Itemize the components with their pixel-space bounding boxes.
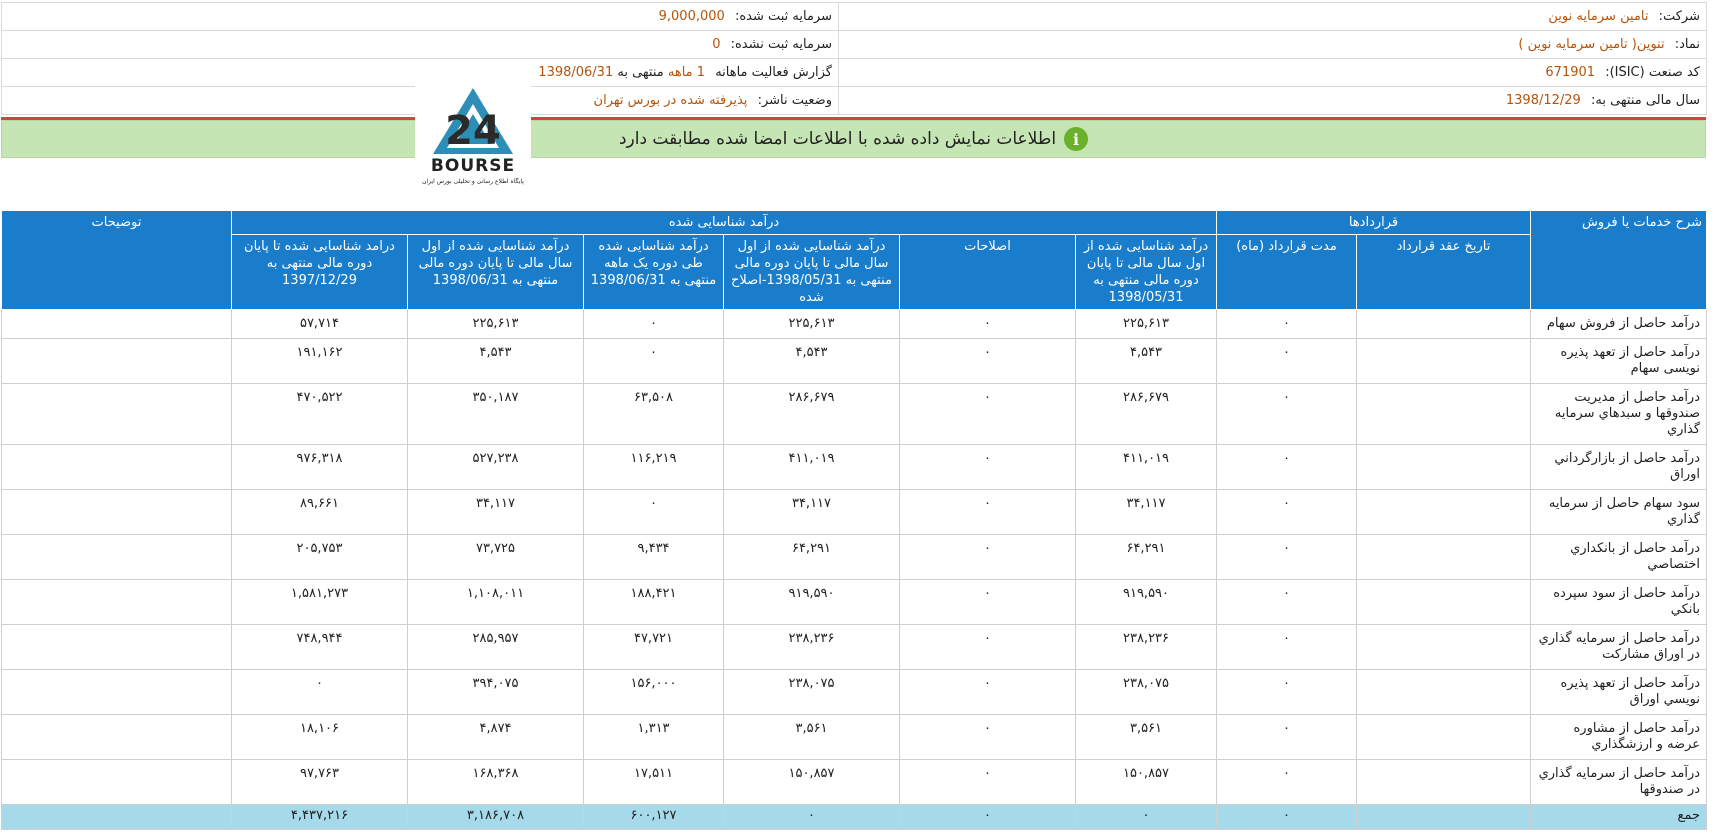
company-value: تامین سرمایه نوین bbox=[1548, 9, 1649, 24]
row-c2: ۹۱۹,۵۹۰ bbox=[724, 580, 900, 625]
row-c5: ۱,۵۸۱,۲۷۳ bbox=[232, 580, 408, 625]
row-adj: ۰ bbox=[900, 384, 1076, 445]
row-c1: ۴,۵۴۳ bbox=[1076, 339, 1217, 384]
header-desc: شرح خدمات یا فروش bbox=[1531, 211, 1707, 310]
publisher-status-value: پذیرفته شده در بورس تهران bbox=[593, 93, 748, 108]
bourse-logo-icon bbox=[415, 82, 531, 188]
row-note bbox=[2, 670, 232, 715]
row-desc: درآمد حاصل از تعهد پذیره نویسی سهام bbox=[1531, 339, 1707, 384]
unregistered-capital-value: 0 bbox=[712, 37, 721, 52]
row-note bbox=[2, 760, 232, 805]
row-note bbox=[2, 625, 232, 670]
row-adj: ۰ bbox=[900, 760, 1076, 805]
row-adj: ۰ bbox=[900, 339, 1076, 384]
row-c1: ۳۴,۱۱۷ bbox=[1076, 490, 1217, 535]
header-revenue-to-971229: درامد شناسایی شده تا پایان دوره مالی منتهی به 1397/12/29 bbox=[232, 235, 408, 310]
row-c5: ۹۷,۷۶۳ bbox=[232, 760, 408, 805]
logo-title: BOURSE bbox=[430, 156, 516, 176]
total-c5: ۴,۴۳۷,۲۱۶ bbox=[232, 805, 408, 830]
registered-capital-value: 9,000,000 bbox=[658, 9, 725, 24]
row-c2: ۲۸۶,۶۷۹ bbox=[724, 384, 900, 445]
info-cell-right bbox=[839, 87, 1707, 115]
logo-subtitle: پایگاه اطلاع رسانی و تحلیلی بورس ایران bbox=[422, 178, 524, 185]
row-c4: ۳۴,۱۱۷ bbox=[408, 490, 584, 535]
row-duration: ۰ bbox=[1217, 310, 1357, 339]
report-date: 1398/06/31 bbox=[538, 65, 614, 80]
row-c5: ۲۰۵,۷۵۳ bbox=[232, 535, 408, 580]
row-c5: ۱۹۱,۱۶۲ bbox=[232, 339, 408, 384]
registered-capital-label: سرمایه ثبت شده: bbox=[734, 9, 832, 24]
row-c4: ۲۸۵,۹۵۷ bbox=[408, 625, 584, 670]
symbol-value: تنوین( تامین سرمایه نوین ) bbox=[1518, 37, 1665, 52]
row-c2: ۴,۵۴۳ bbox=[724, 339, 900, 384]
row-c4: ۳۵۰,۱۸۷ bbox=[408, 384, 584, 445]
table-row bbox=[2, 670, 1707, 715]
row-c4: ۴,۸۷۴ bbox=[408, 715, 584, 760]
row-c2: ۴۱۱,۰۱۹ bbox=[724, 445, 900, 490]
row-c1: ۲۲۵,۶۱۳ bbox=[1076, 310, 1217, 339]
fiscal-year-value: 1398/12/29 bbox=[1505, 93, 1581, 108]
row-desc: درآمد حاصل از سرمايه گذاري در اوراق مشاركت bbox=[1531, 625, 1707, 670]
row-c3: ۱۱۶,۲۱۹ bbox=[584, 445, 724, 490]
row-c4: ۵۲۷,۲۳۸ bbox=[408, 445, 584, 490]
row-desc: درآمد حاصل از سرمايه گذاري در صندوقها bbox=[1531, 760, 1707, 805]
bourse-logo bbox=[415, 82, 531, 188]
header-revenue-to-0531-adjusted: درآمد شناسایی شده از اول سال مالی تا پایان دوره مالی منتهی به 1398/05/31-اصلاح شده bbox=[724, 235, 900, 310]
row-note bbox=[2, 715, 232, 760]
row-c2: ۲۳۸,۲۳۶ bbox=[724, 625, 900, 670]
company-info-table bbox=[1, 2, 1707, 115]
table-row bbox=[2, 384, 1707, 445]
row-adj: ۰ bbox=[900, 445, 1076, 490]
row-desc: درآمد حاصل از سود سپرده بانكي bbox=[1531, 580, 1707, 625]
row-c5: ۵۷,۷۱۴ bbox=[232, 310, 408, 339]
svg-text:24: 24 bbox=[445, 108, 501, 154]
row-date bbox=[1357, 580, 1531, 625]
row-c3: ۱,۳۱۳ bbox=[584, 715, 724, 760]
row-desc: درآمد حاصل از فروش سهام bbox=[1531, 310, 1707, 339]
info-cell-left bbox=[2, 31, 839, 59]
row-c5: ۱۸,۱۰۶ bbox=[232, 715, 408, 760]
row-c4: ۱,۱۰۸,۰۱۱ bbox=[408, 580, 584, 625]
header-adjustments: اصلاحات bbox=[900, 235, 1076, 310]
info-row bbox=[2, 87, 1707, 115]
total-note bbox=[2, 805, 232, 830]
table-row bbox=[2, 625, 1707, 670]
row-date bbox=[1357, 760, 1531, 805]
row-c5: ۹۷۶,۳۱۸ bbox=[232, 445, 408, 490]
header-contracts: قراردادها bbox=[1217, 211, 1531, 235]
row-date bbox=[1357, 670, 1531, 715]
row-adj: ۰ bbox=[900, 310, 1076, 339]
header-contract-date: تاریخ عقد قرارداد bbox=[1357, 235, 1531, 310]
row-duration: ۰ bbox=[1217, 670, 1357, 715]
row-date bbox=[1357, 310, 1531, 339]
row-c5: ۷۴۸,۹۴۴ bbox=[232, 625, 408, 670]
info-row bbox=[2, 59, 1707, 87]
row-adj: ۰ bbox=[900, 490, 1076, 535]
info-icon: i bbox=[1064, 127, 1088, 151]
row-c4: ۳۹۴,۰۷۵ bbox=[408, 670, 584, 715]
row-c4: ۴,۵۴۳ bbox=[408, 339, 584, 384]
total-date bbox=[1357, 805, 1531, 830]
row-c3: ۱۷,۵۱۱ bbox=[584, 760, 724, 805]
row-desc: درآمد حاصل از تعهد پذيره نويسي اوراق bbox=[1531, 670, 1707, 715]
row-date bbox=[1357, 490, 1531, 535]
fiscal-year-label: سال مالی منتهی به: bbox=[1590, 93, 1700, 108]
table-row bbox=[2, 339, 1707, 384]
symbol-label: نماد: bbox=[1674, 37, 1700, 52]
total-duration: ۰ bbox=[1217, 805, 1357, 830]
row-adj: ۰ bbox=[900, 535, 1076, 580]
header-revenue-to-0631: درآمد شناسایی شده از اول سال مالی تا پایان دوره مالی منتهی به 1398/06/31 bbox=[408, 235, 584, 310]
info-row bbox=[2, 31, 1707, 59]
row-duration: ۰ bbox=[1217, 760, 1357, 805]
row-c1: ۱۵۰,۸۵۷ bbox=[1076, 760, 1217, 805]
row-c5: ۸۹,۶۶۱ bbox=[232, 490, 408, 535]
row-adj: ۰ bbox=[900, 715, 1076, 760]
row-c1: ۶۴,۲۹۱ bbox=[1076, 535, 1217, 580]
row-date bbox=[1357, 625, 1531, 670]
row-duration: ۰ bbox=[1217, 445, 1357, 490]
row-c1: ۲۸۶,۶۷۹ bbox=[1076, 384, 1217, 445]
report-label: گزارش فعالیت ماهانه bbox=[715, 65, 832, 80]
info-row bbox=[2, 3, 1707, 31]
row-c5: ۰ bbox=[232, 670, 408, 715]
row-duration: ۰ bbox=[1217, 339, 1357, 384]
row-c4: ۷۳,۷۲۵ bbox=[408, 535, 584, 580]
row-date bbox=[1357, 339, 1531, 384]
row-c1: ۴۱۱,۰۱۹ bbox=[1076, 445, 1217, 490]
total-c3: ۶۰۰,۱۲۷ bbox=[584, 805, 724, 830]
table-row bbox=[2, 445, 1707, 490]
unregistered-capital-label: سرمایه ثبت نشده: bbox=[730, 37, 832, 52]
table-row bbox=[2, 490, 1707, 535]
row-c3: ۰ bbox=[584, 339, 724, 384]
row-c1: ۳,۵۶۱ bbox=[1076, 715, 1217, 760]
info-cell-right bbox=[839, 31, 1707, 59]
header-contract-duration: مدت قرارداد (ماه) bbox=[1217, 235, 1357, 310]
isic-label: کد صنعت (ISIC): bbox=[1605, 65, 1700, 80]
row-c1: ۲۳۸,۲۳۶ bbox=[1076, 625, 1217, 670]
row-date bbox=[1357, 384, 1531, 445]
row-c2: ۱۵۰,۸۵۷ bbox=[724, 760, 900, 805]
total-desc: جمع bbox=[1531, 805, 1707, 830]
row-c4: ۲۲۵,۶۱۳ bbox=[408, 310, 584, 339]
info-cell-right bbox=[839, 59, 1707, 87]
row-c3: ۰ bbox=[584, 310, 724, 339]
row-c4: ۱۶۸,۳۶۸ bbox=[408, 760, 584, 805]
total-c2: ۰ bbox=[724, 805, 900, 830]
isic-value: 671901 bbox=[1545, 65, 1596, 80]
total-adj: ۰ bbox=[900, 805, 1076, 830]
row-c2: ۲۳۸,۰۷۵ bbox=[724, 670, 900, 715]
info-cell-left bbox=[2, 3, 839, 31]
header-revenue-to-0531: درآمد شناسایی شده از اول سال مالی تا پایان دوره مالی منتهی به 1398/05/31 bbox=[1076, 235, 1217, 310]
row-desc: درآمد حاصل از مديريت صندوقها و سبدهاي سرمايه گذاري bbox=[1531, 384, 1707, 445]
row-c1: ۹۱۹,۵۹۰ bbox=[1076, 580, 1217, 625]
row-desc: درآمد حاصل از مشاوره عرضه و ارزشگذاري bbox=[1531, 715, 1707, 760]
row-c2: ۳۴,۱۱۷ bbox=[724, 490, 900, 535]
row-note bbox=[2, 490, 232, 535]
row-desc: سود سهام حاصل از سرمايه گذاري bbox=[1531, 490, 1707, 535]
report-suffix: منتهی به bbox=[617, 65, 664, 80]
total-c4: ۳,۱۸۶,۷۰۸ bbox=[408, 805, 584, 830]
report-period: 1 ماهه bbox=[667, 65, 706, 80]
row-c3: ۶۳,۵۰۸ bbox=[584, 384, 724, 445]
row-note bbox=[2, 445, 232, 490]
table-row bbox=[2, 760, 1707, 805]
row-c3: ۰ bbox=[584, 490, 724, 535]
row-duration: ۰ bbox=[1217, 490, 1357, 535]
row-date bbox=[1357, 715, 1531, 760]
row-c3: ۱۸۸,۴۲۱ bbox=[584, 580, 724, 625]
table-row bbox=[2, 310, 1707, 339]
row-note bbox=[2, 580, 232, 625]
total-row bbox=[2, 805, 1707, 830]
row-duration: ۰ bbox=[1217, 715, 1357, 760]
info-cell-right bbox=[839, 3, 1707, 31]
table-row bbox=[2, 715, 1707, 760]
row-c3: ۹,۴۳۴ bbox=[584, 535, 724, 580]
company-label: شرکت: bbox=[1658, 9, 1700, 24]
publisher-status-label: وضعیت ناشر: bbox=[757, 93, 832, 108]
row-c5: ۴۷۰,۵۲۲ bbox=[232, 384, 408, 445]
row-adj: ۰ bbox=[900, 670, 1076, 715]
row-adj: ۰ bbox=[900, 580, 1076, 625]
row-c3: ۱۵۶,۰۰۰ bbox=[584, 670, 724, 715]
row-note bbox=[2, 384, 232, 445]
header-revenue: درآمد شناسایی شده bbox=[232, 211, 1217, 235]
row-c2: ۲۲۵,۶۱۳ bbox=[724, 310, 900, 339]
row-duration: ۰ bbox=[1217, 580, 1357, 625]
row-date bbox=[1357, 445, 1531, 490]
row-date bbox=[1357, 535, 1531, 580]
row-duration: ۰ bbox=[1217, 384, 1357, 445]
row-note bbox=[2, 310, 232, 339]
revenue-table bbox=[1, 210, 1707, 830]
row-duration: ۰ bbox=[1217, 535, 1357, 580]
header-revenue-month-0631: درآمد شناسایی شده طی دوره یک ماهه منتهی به 1398/06/31 bbox=[584, 235, 724, 310]
row-duration: ۰ bbox=[1217, 625, 1357, 670]
header-notes: توضیحات bbox=[2, 211, 232, 310]
row-desc: درآمد حاصل از بازارگرداني اوراق bbox=[1531, 445, 1707, 490]
row-c2: ۳,۵۶۱ bbox=[724, 715, 900, 760]
row-c2: ۶۴,۲۹۱ bbox=[724, 535, 900, 580]
row-note bbox=[2, 535, 232, 580]
total-c1: ۰ bbox=[1076, 805, 1217, 830]
row-c3: ۴۷,۷۲۱ bbox=[584, 625, 724, 670]
row-note bbox=[2, 339, 232, 384]
row-desc: درآمد حاصل از بانكداري اختصاصي bbox=[1531, 535, 1707, 580]
table-row bbox=[2, 535, 1707, 580]
table-row bbox=[2, 580, 1707, 625]
row-c1: ۲۳۸,۰۷۵ bbox=[1076, 670, 1217, 715]
notice-text: اطلاعات نمایش داده شده با اطلاعات امضا شده مطابقت دارد bbox=[618, 129, 1057, 149]
row-adj: ۰ bbox=[900, 625, 1076, 670]
verification-notice bbox=[1, 120, 1706, 158]
